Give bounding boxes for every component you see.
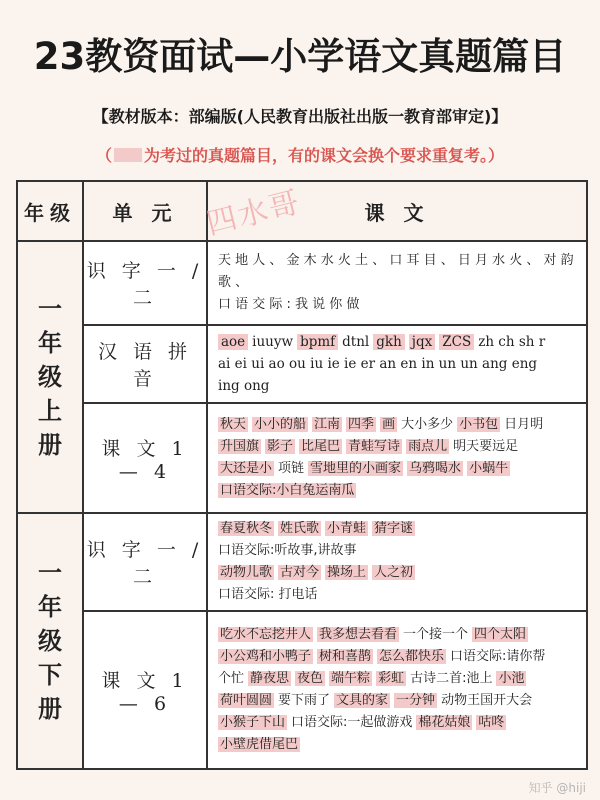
tested-lesson: 比尾巴 <box>301 439 341 454</box>
tested-lesson: 姓氏歌 <box>280 521 320 536</box>
lesson: 天 地 人 、 金 木 水 火 土 、 口 耳 目 、 日 月 水 火 、 对 韵 歌 、 <box>218 253 574 290</box>
unit-cell: 识 字 一 / 二 <box>83 513 207 611</box>
watermark-text: 四水哥 <box>203 184 305 242</box>
page-title: 23教资面试—小学语文真题篇目 <box>33 35 567 78</box>
content-line <box>218 624 576 646</box>
tested-lesson: 影子 <box>267 439 294 454</box>
tested-lesson: 树和喜鹊 <box>319 649 372 664</box>
tested-lesson: 我多想去看看 <box>319 627 398 642</box>
grade-char: 一 <box>38 295 62 323</box>
tested-lesson: 秋天 <box>220 417 247 432</box>
tested-lesson: 小小的船 <box>254 417 307 432</box>
tested-lesson: ZCS <box>439 334 474 350</box>
lesson: 一个接一个 <box>403 627 469 642</box>
unit-cell: 汉 语 拼 音 <box>83 325 207 403</box>
lesson: 口语交际:请你帮 <box>450 649 546 664</box>
content-line <box>218 458 576 480</box>
tested-lesson: 小壁虎借尾巴 <box>220 737 299 752</box>
tested-lesson: 大还是小 <box>220 461 273 476</box>
tested-lesson: aoe <box>218 334 248 350</box>
tested-lesson: 怎么都快乐 <box>379 649 445 664</box>
tested-lesson: 雨点儿 <box>408 439 448 454</box>
tested-lesson: 吃水不忘挖井人 <box>220 627 312 642</box>
grade-cell-lower <box>17 513 83 769</box>
grade-char: 年 <box>38 329 62 357</box>
lesson: 项链 <box>278 461 305 476</box>
legend-open-paren: （ <box>95 146 112 165</box>
tested-lesson: 青蛙写诗 <box>348 439 401 454</box>
header-grade: 年级 <box>17 181 83 241</box>
grade-cell-upper <box>17 241 83 513</box>
content-cell <box>207 241 587 325</box>
tested-lesson: 乌鸦喝水 <box>409 461 462 476</box>
lesson: zh ch sh r <box>478 334 546 350</box>
tested-lesson: 棉花姑娘 <box>418 715 471 730</box>
tested-lesson: 四个太阳 <box>474 627 527 642</box>
content-line <box>218 646 576 668</box>
tested-lesson: 猜字谜 <box>374 521 414 536</box>
tested-lesson: 端午粽 <box>331 671 371 686</box>
grade-char: 年 <box>38 593 62 621</box>
grade-char: 册 <box>38 695 62 723</box>
tested-lesson: 荷叶圆圆 <box>220 693 273 708</box>
table-row <box>17 611 587 769</box>
content-line <box>218 668 576 690</box>
tested-lesson: 四季 <box>348 417 375 432</box>
content-cell <box>207 403 587 513</box>
grade-char: 级 <box>38 363 62 391</box>
lesson: 口语交际:一起做游戏 <box>291 715 413 730</box>
grade-char: 一 <box>38 559 62 587</box>
tested-lesson: 文具的家 <box>336 693 389 708</box>
lesson: 要下雨了 <box>278 693 331 708</box>
tested-lesson: 春夏秋冬 <box>220 521 273 536</box>
grade-char: 级 <box>38 627 62 655</box>
lesson: ai ei ui ao ou iu ie ie er an en in un un ang eng <box>218 356 538 372</box>
lesson: 大小多少 <box>401 417 454 432</box>
lesson: iuuyw <box>252 334 294 350</box>
lesson: 口语交际:听故事,讲故事 <box>218 543 357 558</box>
edition-note: 【教材版本：部编版(人民教育出版社出版一教育部审定)】 <box>92 107 508 126</box>
tested-lesson: 一分钟 <box>396 693 436 708</box>
header-content: 课 文 <box>207 181 587 241</box>
highlight-swatch <box>114 148 142 162</box>
tested-lesson: jqx <box>409 334 435 350</box>
lesson: 口语交际: 打电话 <box>218 587 318 602</box>
tested-lesson: 静夜思 <box>250 671 290 686</box>
tested-lesson: 彩虹 <box>378 671 405 686</box>
tested-lesson: 夜色 <box>297 671 324 686</box>
content-line <box>218 375 576 397</box>
content-line <box>218 353 576 375</box>
content-line <box>218 518 576 540</box>
content-line <box>218 436 576 458</box>
table-row <box>17 241 587 325</box>
lesson: ing ong <box>218 378 270 394</box>
lesson: 动物王国开大会 <box>441 693 533 708</box>
content-line <box>218 250 576 294</box>
tested-lesson: 画 <box>382 417 396 432</box>
content-line <box>218 584 576 606</box>
tested-lesson: 咕咚 <box>478 715 505 730</box>
tested-lesson: bpmf <box>297 334 338 350</box>
tested-lesson: gkh <box>373 334 405 350</box>
lesson: 明天要远足 <box>453 439 519 454</box>
lesson: 口 语 交 际 : 我 说 你 做 <box>218 297 360 312</box>
table-row <box>17 513 587 611</box>
content-cell <box>207 325 587 403</box>
tested-lesson: 小书包 <box>459 417 499 432</box>
header-unit: 单 元 <box>83 181 207 241</box>
tested-lesson: 江南 <box>314 417 341 432</box>
tested-lesson: 操场上 <box>327 565 367 580</box>
tested-lesson: 小青蛙 <box>327 521 367 536</box>
content-line <box>218 690 576 712</box>
unit-cell: 课 文 1 — 6 <box>83 611 207 769</box>
tested-lesson: 小池 <box>498 671 525 686</box>
tested-lesson: 人之初 <box>374 565 414 580</box>
tested-lesson: 动物儿歌 <box>220 565 273 580</box>
content-cell <box>207 611 587 769</box>
content-line <box>218 712 576 734</box>
grade-char: 上 <box>38 397 62 425</box>
lesson: 个忙 <box>218 671 245 686</box>
content-line <box>218 562 576 584</box>
content-line <box>218 734 576 756</box>
grade-char: 册 <box>38 431 62 459</box>
lesson: 日月明 <box>504 417 544 432</box>
tested-lesson: 古对今 <box>280 565 320 580</box>
grade-char: 下 <box>38 661 62 689</box>
content-line <box>218 540 576 562</box>
content-cell <box>207 513 587 611</box>
tested-lesson: 升国旗 <box>220 439 260 454</box>
tested-lesson: 小公鸡和小鸭子 <box>220 649 312 664</box>
lesson: 古诗二首:池上 <box>410 671 493 686</box>
tested-lesson: 小猴子下山 <box>220 715 286 730</box>
legend-text: 为考过的真题篇目，有的课文会换个要求重复考。） <box>144 146 505 165</box>
content-line <box>218 294 576 316</box>
unit-cell: 识 字 一 / 二 <box>83 241 207 325</box>
content-line <box>218 414 576 436</box>
table-row <box>17 403 587 513</box>
content-line <box>218 331 576 353</box>
content-line <box>218 480 576 502</box>
tested-lesson: 小蜗牛 <box>469 461 509 476</box>
curriculum-table <box>16 180 588 770</box>
lesson: dtnl <box>342 334 370 350</box>
table-row <box>17 325 587 403</box>
unit-cell: 课 文 1 — 4 <box>83 403 207 513</box>
source-watermark: 知乎 @hiji <box>528 781 586 795</box>
tested-lesson: 雪地里的小画家 <box>310 461 402 476</box>
tested-lesson: 口语交际:小白兔运南瓜 <box>220 483 355 498</box>
legend-note <box>0 143 600 166</box>
